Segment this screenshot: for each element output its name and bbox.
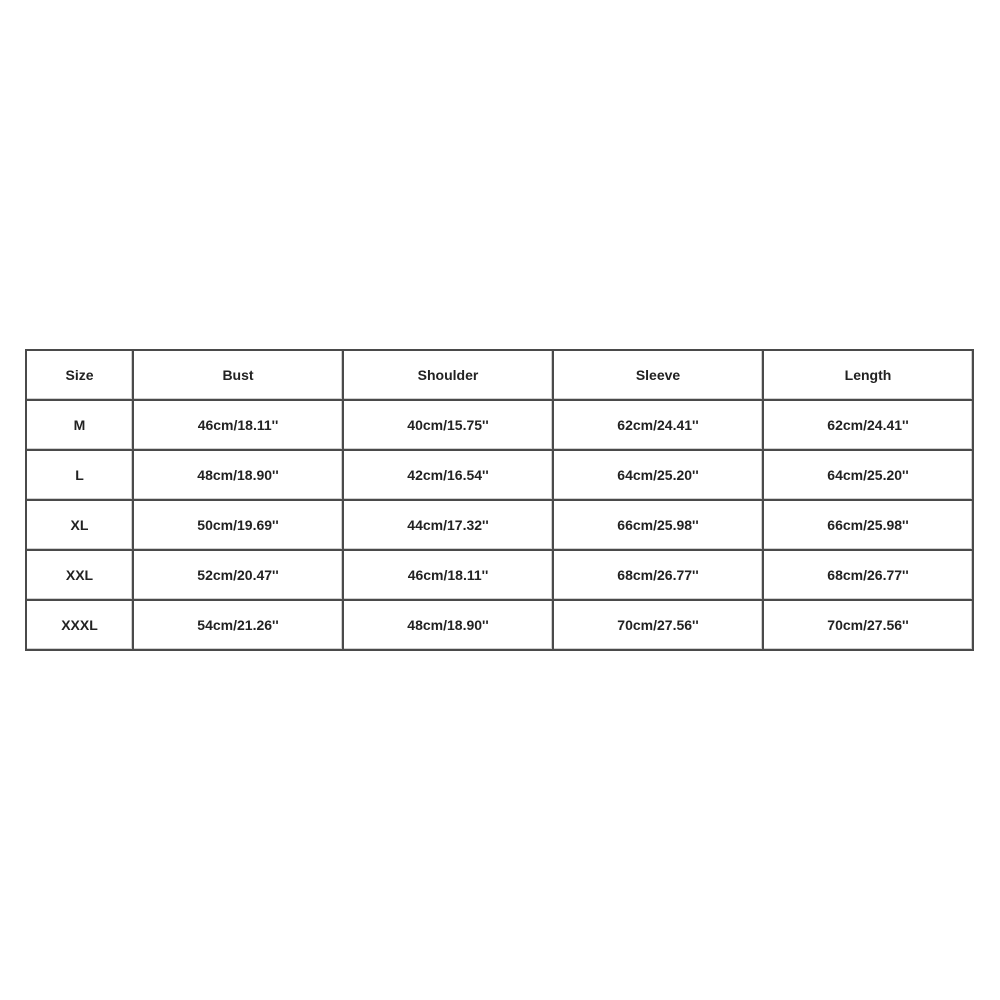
cell-size: XXXL [27, 601, 134, 651]
header-size: Size [27, 351, 134, 401]
cell-size: L [27, 451, 134, 501]
cell-bust: 54cm/21.26'' [134, 601, 344, 651]
cell-shoulder: 42cm/16.54'' [344, 451, 554, 501]
table-row [27, 601, 974, 651]
table-row [27, 501, 974, 551]
cell-bust: 52cm/20.47'' [134, 551, 344, 601]
cell-length: 64cm/25.20'' [764, 451, 974, 501]
cell-shoulder: 48cm/18.90'' [344, 601, 554, 651]
cell-sleeve: 64cm/25.20'' [554, 451, 764, 501]
cell-bust: 48cm/18.90'' [134, 451, 344, 501]
cell-sleeve: 62cm/24.41'' [554, 401, 764, 451]
header-bust: Bust [134, 351, 344, 401]
cell-length: 62cm/24.41'' [764, 401, 974, 451]
cell-shoulder: 44cm/17.32'' [344, 501, 554, 551]
table-row [27, 551, 974, 601]
table-row [27, 401, 974, 451]
table-header-row [27, 351, 974, 401]
cell-sleeve: 66cm/25.98'' [554, 501, 764, 551]
cell-shoulder: 40cm/15.75'' [344, 401, 554, 451]
cell-length: 66cm/25.98'' [764, 501, 974, 551]
cell-sleeve: 70cm/27.56'' [554, 601, 764, 651]
table-row [27, 451, 974, 501]
cell-size: M [27, 401, 134, 451]
header-sleeve: Sleeve [554, 351, 764, 401]
cell-length: 70cm/27.56'' [764, 601, 974, 651]
cell-size: XL [27, 501, 134, 551]
cell-length: 68cm/26.77'' [764, 551, 974, 601]
cell-shoulder: 46cm/18.11'' [344, 551, 554, 601]
header-shoulder: Shoulder [344, 351, 554, 401]
cell-sleeve: 68cm/26.77'' [554, 551, 764, 601]
cell-size: XXL [27, 551, 134, 601]
size-chart-table [25, 349, 974, 651]
cell-bust: 50cm/19.69'' [134, 501, 344, 551]
header-length: Length [764, 351, 974, 401]
cell-bust: 46cm/18.11'' [134, 401, 344, 451]
